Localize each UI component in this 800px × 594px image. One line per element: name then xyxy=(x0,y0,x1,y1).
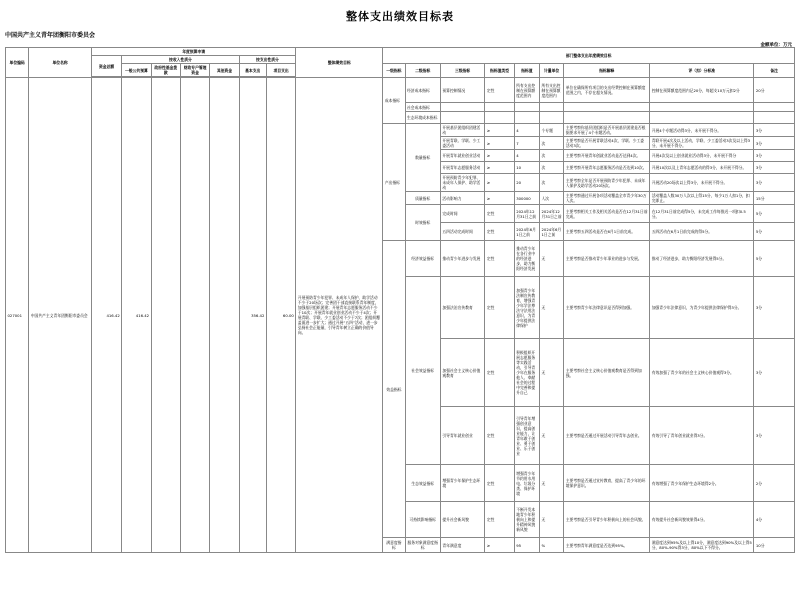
lvl3-cell: 加强社会主义核心价值观教育 xyxy=(440,339,484,407)
score-cell: 开展4次及以上创业就业活动得3分，未开展不得分 xyxy=(650,150,754,162)
lvl2-cell: 时效指标 xyxy=(405,205,440,241)
lvl3-cell: 完成时间 xyxy=(440,205,484,223)
lvl3-cell: 青年满意度 xyxy=(440,538,484,553)
lvl2-cell: 经济效益指标 xyxy=(405,241,440,277)
value-cell: 不断开发本地青少年积极向上和提升精神风貌新风貌 xyxy=(514,502,539,538)
desc-cell: 主要考察是否开展青联活动4次，学联、少工委活动3次。 xyxy=(564,137,650,150)
remark-cell: 2分 xyxy=(754,465,795,502)
score-cell: 在12月31日前完成得5分，未完成工作每推迟一项扣0.5分。 xyxy=(650,205,754,223)
value-cell: 300000 xyxy=(514,192,539,205)
header-indicator-type: 指标值类型 xyxy=(485,64,514,78)
unit-cell: 无 xyxy=(539,241,563,277)
type-cell: 定性 xyxy=(485,502,514,538)
amount-unit-label: 金额单位：万元 xyxy=(760,43,792,48)
header-indicator-value: 指标值 xyxy=(514,64,539,78)
other-funds xyxy=(210,78,239,553)
unit-cell: 次 xyxy=(539,162,563,174)
lvl3-cell: 五四活动完成时间 xyxy=(440,223,484,241)
score-cell: 控制在预算额度范围内记20分，每超支10万元扣2分 xyxy=(650,78,754,103)
type-cell: ≥ xyxy=(485,162,514,174)
lvl3-cell: 预算控制情况 xyxy=(440,78,484,103)
score-cell: 有效提升社会新风貌效果得4分。 xyxy=(650,502,754,538)
value-cell: 7 xyxy=(514,137,539,150)
unit-cell: 无 xyxy=(539,465,563,502)
value-cell: 4 xyxy=(514,150,539,162)
lvl3-cell: 增强青少年保护生态环境 xyxy=(440,465,484,502)
lvl3-cell: 活动影响力 xyxy=(440,192,484,205)
header-lvl1: 一级指标 xyxy=(383,64,405,78)
fiscal-special xyxy=(180,78,209,553)
lvl2-cell: 生态效益指标 xyxy=(405,465,440,502)
desc-cell: 主要考察是否通过宣传教育，提高了青少年的环境保护意识。 xyxy=(564,465,650,502)
type-cell: ≥ xyxy=(485,174,514,192)
remark-cell: 10分 xyxy=(754,538,795,553)
score-cell: 开展4个专题活动得3分，未开展不得分。 xyxy=(650,124,754,137)
score-cell: 推动了经济进步，助力衡阳经济发展得5分。 xyxy=(650,241,754,277)
type-cell: 定性 xyxy=(485,205,514,223)
remark-cell: 15分 xyxy=(754,192,795,205)
score-cell: 五四活动在6月1日前完成的得5分。 xyxy=(650,223,754,241)
unit-cell: 无 xyxy=(539,277,563,339)
unit-cell: 人次 xyxy=(539,192,563,205)
unit-code: 027001 xyxy=(6,78,29,553)
type-cell: ≥ xyxy=(485,137,514,150)
header-project-expense: 项目支出 xyxy=(266,64,295,77)
desc-cell: 主要考察通过开展各项活动覆盖全市青少年30万人次。 xyxy=(564,192,650,205)
score-cell: 满意度达到95%及以上得10分，满意度达到90%及以上得5分，80%-90%得3分，80%以下不得分。 xyxy=(650,538,754,553)
remark-cell: 3分 xyxy=(754,277,795,339)
desc-cell: 主要考察你基层团组织是否开展基层团建是否根据要求开展了4个专题活动。 xyxy=(564,124,650,137)
value-cell: 95 xyxy=(514,538,539,553)
lvl3-cell: 加强法治宣传教育 xyxy=(440,277,484,339)
desc-cell: 主要考察相关工作及相关活动是否在12月31日前完成。 xyxy=(564,205,650,223)
header-dept-target: 部门整体支出年度绩效目标 xyxy=(383,48,795,64)
header-lvl2: 二级指标 xyxy=(405,64,440,78)
lvl3-cell: 开展青年就业创业活动 xyxy=(440,150,484,162)
desc-cell: 主要考察青少年法律意识是否得到加强。 xyxy=(564,277,650,339)
type-cell: ≥ xyxy=(485,192,514,205)
lvl1-cell: 成本指标 xyxy=(383,78,405,124)
header-fiscal-special: 财政专户管理资金 xyxy=(180,64,209,77)
header-lvl3: 三级指标 xyxy=(440,64,484,78)
score-cell: 开展10次以及上青年志愿活动的得3分，未开展不得分。 xyxy=(650,162,754,174)
type-cell: 定性 xyxy=(485,223,514,241)
unit-cell: 2024年6月1日之前 xyxy=(539,223,563,241)
header-indicator-desc: 指标解释 xyxy=(564,64,650,78)
unit-cell: 个专题 xyxy=(539,124,563,137)
basic-expense: 356.42 xyxy=(239,78,266,553)
lvl2-cell: 可持续影响指标 xyxy=(405,502,440,538)
header-scoring: 评（扣）分标准 xyxy=(650,64,754,78)
header-unit-code: 单位编码 xyxy=(6,48,29,78)
remark-cell: 20分 xyxy=(754,78,795,103)
type-cell: 定性 xyxy=(485,339,514,407)
organization-name: 中国共产主义青年团衡阳市委员会 xyxy=(5,32,96,39)
unit-cell: 无 xyxy=(539,502,563,538)
header-gov-fund: 政府性基金拨款 xyxy=(151,64,180,77)
total-funds: 416.42 xyxy=(91,78,121,553)
header-basic-expense: 基本支出 xyxy=(239,64,266,77)
value-cell: 10 xyxy=(514,162,539,174)
type-cell: 定性 xyxy=(485,78,514,103)
lvl3-cell: 开展基层团组织团建活动 xyxy=(440,124,484,137)
unit-cell: 无 xyxy=(539,407,563,465)
remark-cell: 3分 xyxy=(754,150,795,162)
header-general-budget: 一般公共预算 xyxy=(122,64,151,77)
header-unit-name: 单位名称 xyxy=(29,48,92,78)
type-cell: ≥ xyxy=(485,538,514,553)
desc-cell: 主要考察开展青年创就业活动是否达到4次。 xyxy=(564,150,650,162)
score-cell: 开展活动20场次以上得3分，未开展不得分。 xyxy=(650,174,754,192)
value-cell: 推动青少年在各行业中的经济进步，助力衡阳经济发展 xyxy=(514,241,539,277)
unit-cell: 次 xyxy=(539,174,563,192)
unit-cell: 所有支出控制在预算额度范围内 xyxy=(539,78,563,103)
type-cell: 定性 xyxy=(485,465,514,502)
lvl3-cell: 引导青年就业创业 xyxy=(440,407,484,465)
desc-cell: 主要考察社会主义核心价值观教育是否得到加强。 xyxy=(564,339,650,407)
value-cell: 引导青年增强创业意识，提高创业能力，让青年敢于创业、勇于创业、乐于创业 xyxy=(514,407,539,465)
value-cell: 4 xyxy=(514,124,539,137)
desc-cell: 主要考察青年满意度是否达到95%。 xyxy=(564,538,650,553)
remark-cell: 5分 xyxy=(754,205,795,223)
value-cell: 积极组织开展志愿服务等实践活动，引导青少年在服务他人、奉献社会的过程中完善和提升自己 xyxy=(514,339,539,407)
unit-cell: % xyxy=(539,538,563,553)
type-cell: 定性 xyxy=(485,277,514,339)
header-other-funds: 其他资金 xyxy=(210,64,239,77)
remark-cell: 4分 xyxy=(754,502,795,538)
lvl2-cell: 数量指标 xyxy=(405,124,440,192)
lvl3-cell: 提升社会新风貌 xyxy=(440,502,484,538)
type-cell: ≥ xyxy=(485,124,514,137)
type-cell: 定性 xyxy=(485,241,514,277)
value-cell: 2024年12月31日之前 xyxy=(514,205,539,223)
gov-fund xyxy=(151,78,180,553)
table-row xyxy=(6,78,795,103)
lvl1-cell: 效益指标 xyxy=(383,241,405,538)
type-cell: ≥ xyxy=(485,150,514,162)
score-cell: 活动覆盖人数30万人次以上得15分，每少1万人扣1分，扣完即止。 xyxy=(650,192,754,205)
project-expense: 60.00 xyxy=(266,78,295,553)
remark-cell: 3分 xyxy=(754,137,795,150)
score-cell: 有效加强了青少年的社会主义核心价值观得3分。 xyxy=(650,339,754,407)
header-total-funds: 资金总额 xyxy=(91,56,121,77)
unit-name: 中国共产主义青年团衡阳市委员会 xyxy=(29,78,92,553)
unit-cell: 2024年12月31日之前 xyxy=(539,205,563,223)
value-cell: 2024年6月1日之前 xyxy=(514,223,539,241)
lvl1-cell: 产出指标 xyxy=(383,124,405,241)
desc-cell: 单位在确保所有项目的支出经费控制在预算额度范围之内，不存在超支情况。 xyxy=(564,78,650,103)
lvl3-cell: 开展预防青少年犯罪、未成年人保护、助学活动 xyxy=(440,174,484,192)
desc-cell: 主要考察是否通过开展活动引导青年去创业。 xyxy=(564,407,650,465)
page-title: 整体支出绩效目标表 xyxy=(346,10,454,23)
remark-cell: 3分 xyxy=(754,174,795,192)
unit-cell: 无 xyxy=(539,339,563,407)
lvl2-cell: 经济成本指标 xyxy=(405,78,440,103)
lvl2-cell: 社会成本指标 xyxy=(405,103,440,112)
value-cell: 20 xyxy=(514,174,539,192)
lvl3-cell: 开展青联、学联、少工委活动 xyxy=(440,137,484,150)
remark-cell: 5分 xyxy=(754,223,795,241)
desc-cell: 主要考察是否引导青少年积极向上的社会风貌。 xyxy=(564,502,650,538)
lvl2-cell: 生态环境成本指标 xyxy=(405,112,440,124)
lvl1-cell: 满意度指标 xyxy=(383,538,405,553)
desc-cell: 主要考察全年是否开展预防青少年犯罪、未成年人保护及助学活动20场次。 xyxy=(564,174,650,192)
lvl2-cell: 服务对象满意度指标 xyxy=(405,538,440,553)
score-cell: 有效增强了青少年保护生态环境得2分。 xyxy=(650,465,754,502)
value-cell: 增强青少年节约用水用电、垃圾分类、保护环境 xyxy=(514,465,539,502)
remark-cell: 3分 xyxy=(754,162,795,174)
type-cell: 定性 xyxy=(485,407,514,465)
lvl3-cell: 推动青少年进步与发展 xyxy=(440,241,484,277)
header-by-income: 按收入性质分 xyxy=(122,56,239,64)
remark-cell: 3分 xyxy=(754,339,795,407)
score-cell: 青联开展4次及以上活动，学联、少工委活动3次及以上得3分，未开展不得分。 xyxy=(650,137,754,150)
value-cell: 所有支出控制在预算额度范围内 xyxy=(514,78,539,103)
unit-cell: 次 xyxy=(539,150,563,162)
header-measure-unit: 计量单位 xyxy=(539,64,563,78)
score-cell: 有效引导了青年创业就业得3分。 xyxy=(650,407,754,465)
lvl2-cell: 社会效益指标 xyxy=(405,277,440,465)
desc-cell: 主要考察是否推动青少年事业的进步与发展。 xyxy=(564,241,650,277)
remark-cell: 3分 xyxy=(754,407,795,465)
header-budget-apply: 年度预算申请 xyxy=(91,48,295,56)
header-overall-target: 整体绩效目标 xyxy=(296,48,383,78)
score-cell: 加强青少年法律意识，为青少年提供法律保护得3分。 xyxy=(650,277,754,339)
performance-target-table xyxy=(5,47,795,553)
remark-cell: 3分 xyxy=(754,124,795,137)
overall-target-text: 开展预防青少年犯罪、未成年人保护、助学活动不少于20场次；完善团干部直接联系青年制度，加强基层组织团建；开展青年志愿服务活动不少于10次；开展青年就业创业活动不少于4次；开展青联、学联、少工委活动不少于7次；团组织覆盖面进一步扩大；通过开展“五四”活动，进一步弘扬社会正能量，引导青年树立正确的价值导向。 xyxy=(296,78,383,553)
unit-cell: 次 xyxy=(539,137,563,150)
desc-cell: 主要考察五四活动是否在6月1日前完成。 xyxy=(564,223,650,241)
value-cell: 加强青少年法制宣传教育，增强青少年学法尊法守法用法意识，为青少年提供法律保护 xyxy=(514,277,539,339)
remark-cell: 5分 xyxy=(754,241,795,277)
header-by-expense: 按支出性质分 xyxy=(239,56,296,64)
header-remark: 备注 xyxy=(754,64,795,78)
general-budget: 416.42 xyxy=(122,78,151,553)
desc-cell: 主要考察开展青年志愿服务活动是否达到10次。 xyxy=(564,162,650,174)
lvl3-cell: 开展青年志愿服务活动 xyxy=(440,162,484,174)
lvl2-cell: 质量指标 xyxy=(405,192,440,205)
